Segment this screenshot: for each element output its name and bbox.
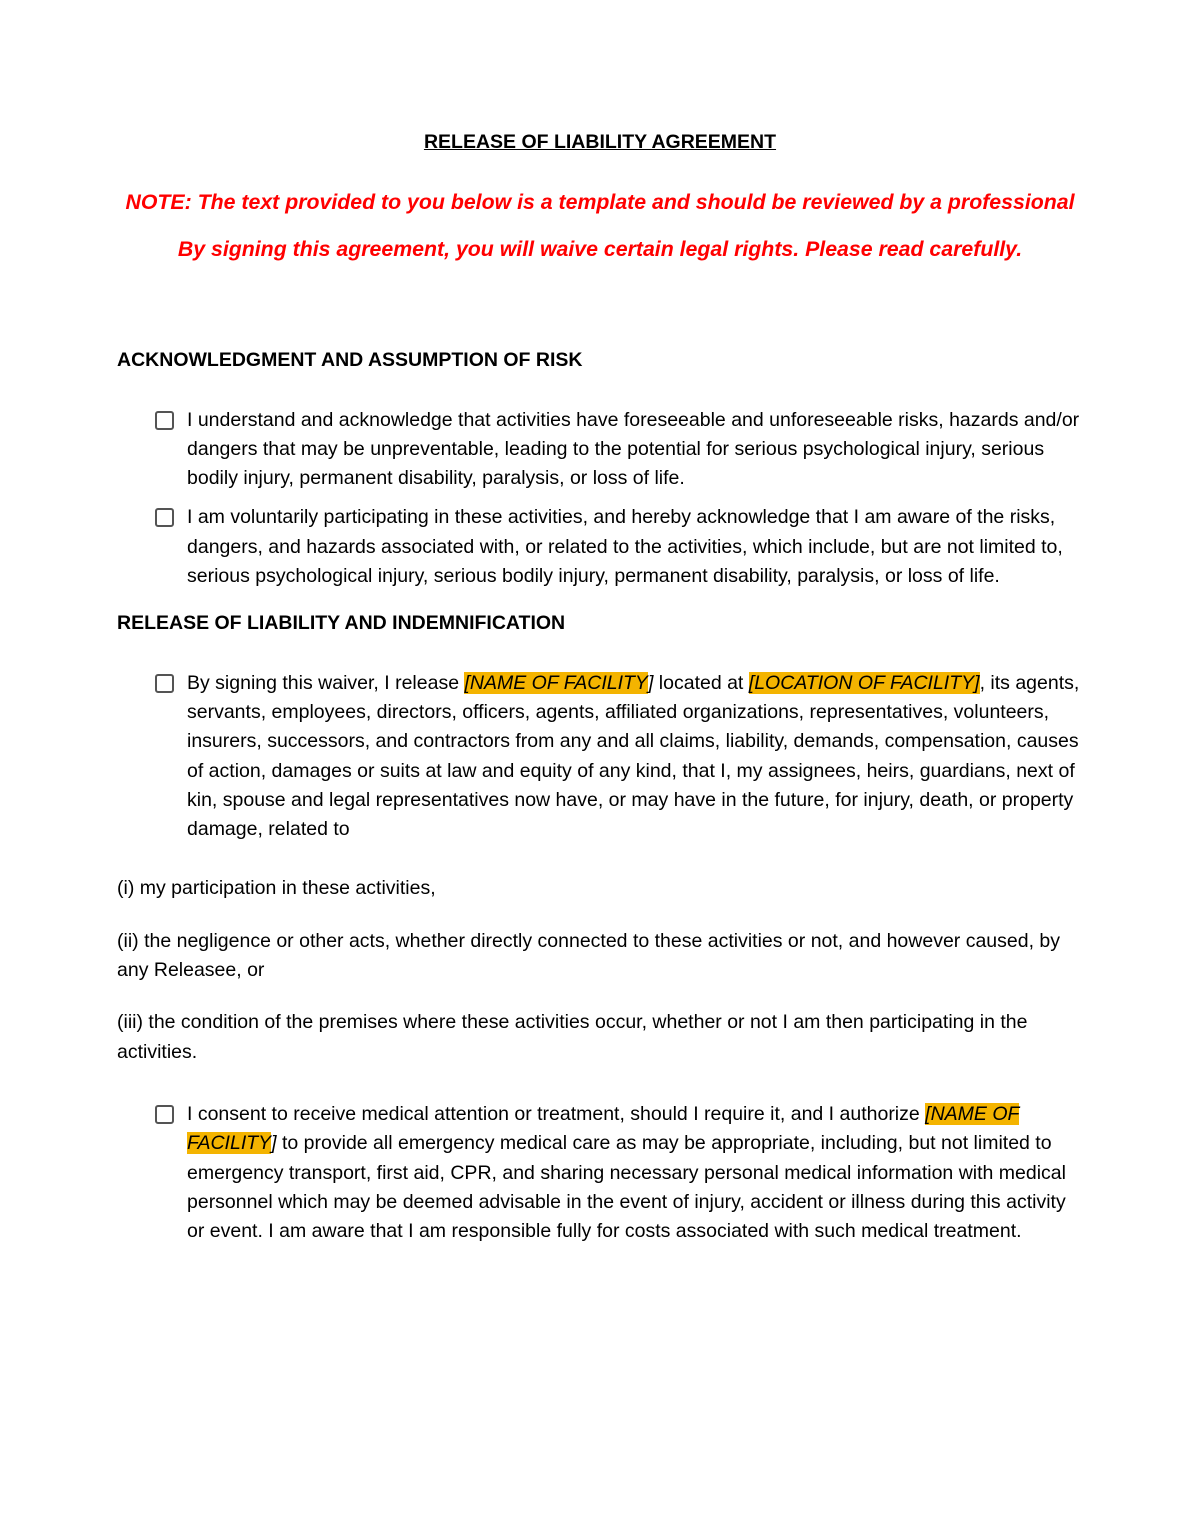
section-heading-release: RELEASE OF LIABILITY AND INDEMNIFICATION — [117, 612, 566, 635]
checklist-item-understand-risks — [117, 406, 1083, 494]
clause-negligence: (ii) the negligence or other acts, whether directly connected to these activities or not, and however caused, by any Releasee, or — [117, 929, 1061, 982]
text-run: I consent to receive medical attention or treatment, should I require it, and I authorize — [187, 1102, 926, 1125]
checkbox-understand-risks[interactable] — [155, 411, 174, 430]
text-run: to provide all emergency medical care as may be appropriate, including, but not limited to emergency transport, first aid, CPR, and sharing necessary personal medical information with medical personnel which may be deemed advisable in the event of injury, accident or illness during this activity or event. I am aware that I am responsible fully for costs associated with such medical treatment. — [187, 1132, 1066, 1243]
text-run: I am voluntarily participating in these activities, and hereby acknowledge that I am aware of the risks, dangers, and hazards associated with, or related to the activities, which include, but are not limited to, serious psychological injury, serious bodily injury, permanent disability, paralysis, or loss of life. — [187, 506, 1063, 588]
text-run: By signing this waiver, I release — [187, 671, 465, 694]
text-run: located at — [653, 671, 749, 694]
checklist-item-medical-consent — [117, 1100, 1083, 1246]
text-run: I understand and acknowledge that activities have foreseeable and unforeseeable risks, hazards and/or dangers that may be unpreventable, leading to the potential for serious psychological injury, serious bodily injury, permanent disability, paralysis, or loss of life. — [187, 408, 1080, 490]
note-waiver-warning: By signing this agreement, you will waive certain legal rights. Please read carefully. — [177, 237, 1023, 262]
checklist-item-text — [187, 669, 1083, 845]
section-heading-risk: ACKNOWLEDGMENT AND ASSUMPTION OF RISK — [117, 349, 583, 372]
checkbox-medical-consent[interactable] — [155, 1105, 174, 1124]
text-run: ] — [647, 671, 654, 694]
medical-checklist — [117, 1100, 1083, 1246]
document-title: RELEASE OF LIABILITY AGREEMENT — [423, 131, 777, 153]
note-template-warning: NOTE: The text provided to you below is a template and should be reviewed by a professional — [125, 190, 1075, 215]
checklist-item-voluntary-participation — [117, 503, 1083, 591]
risk-checklist — [117, 406, 1083, 592]
checklist-item-text — [187, 406, 1083, 494]
checklist-item-text — [187, 503, 1083, 591]
checklist-item-release-waiver — [117, 669, 1083, 845]
placeholder-highlight: [NAME OF FACILITY — [464, 671, 648, 694]
clause-premises: (iii) the condition of the premises where these activities occur, whether or not I am then participating in the activities. — [117, 1011, 1028, 1063]
text-run: ] — [271, 1132, 277, 1155]
placeholder-highlight: [NAME OF FACILITY — [187, 1102, 1020, 1155]
release-checklist — [117, 669, 1083, 845]
text-run: , its agents, servants, employees, directors, officers, agents, affiliated organizations, representatives, volunteers, insurers, successors, and contractors from any and all claims, liability, demands, compensation, causes of action, damages or suits at law and equity of any kind, that I, my assignees, heirs, guardians, next of kin, spouse and legal representatives now have, or may have in the future, for injury, death, or property damage, related to — [187, 671, 1080, 841]
checklist-item-text — [187, 1100, 1083, 1246]
placeholder-highlight: [LOCATION OF FACILITY] — [748, 671, 980, 694]
clause-participation: (i) my participation in these activities, — [117, 877, 436, 900]
checkbox-release-waiver[interactable] — [155, 674, 174, 693]
checkbox-voluntary-participation[interactable] — [155, 508, 174, 527]
